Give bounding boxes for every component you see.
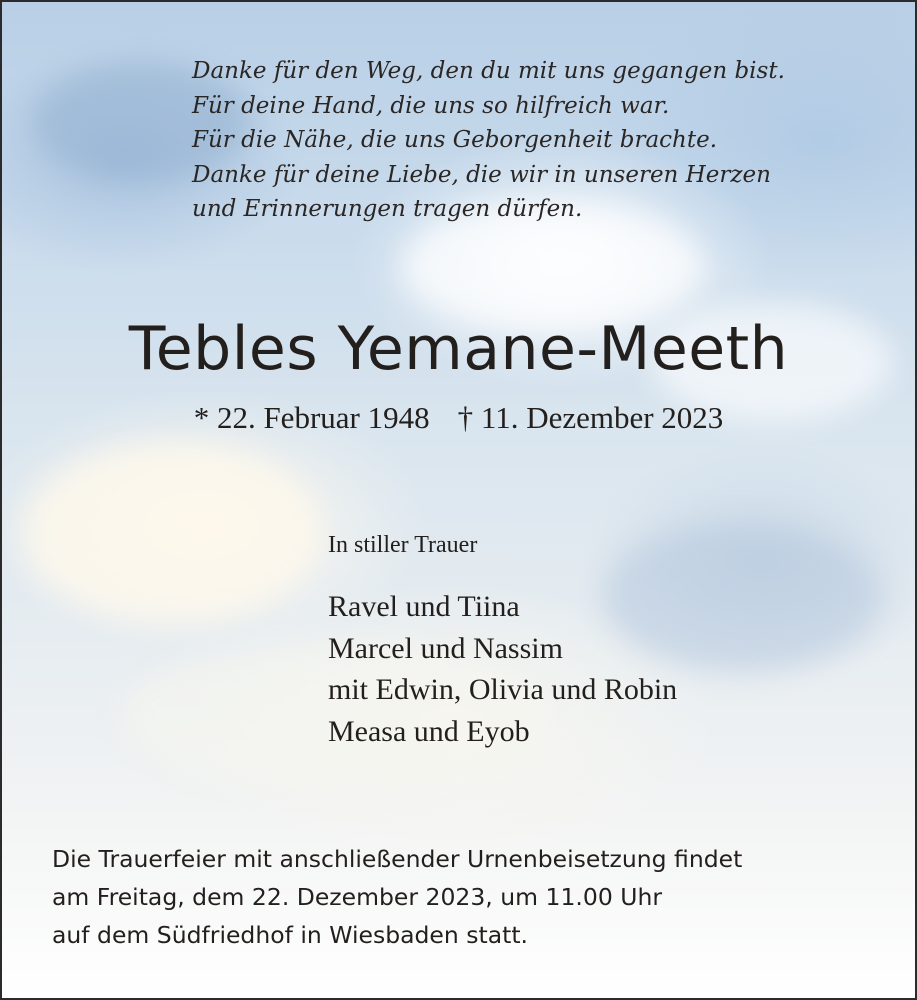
deceased-name: Tebles Yemane-Meeth: [128, 314, 789, 384]
mourning-intro: In stiller Trauer: [328, 532, 478, 558]
poem-line: Danke für den Weg, den du mit uns gegangen bist.: [192, 58, 785, 84]
mourner-entry: mit Edwin, Olivia und Robin: [328, 673, 678, 706]
mourner-entry: Marcel und Nassim: [328, 631, 563, 665]
funeral-line: auf dem Südfriedhof in Wiesbaden statt.: [52, 921, 529, 949]
life-dates: [2, 400, 915, 436]
poem-line: und Erinnerungen tragen dürfen.: [192, 196, 583, 222]
cloud-decoration: [22, 442, 322, 622]
mourner-entry: Measa und Eyob: [328, 714, 530, 748]
poem-line: Danke für deine Liebe, die wir in unseren Herzen: [192, 161, 771, 188]
funeral-announcement: [52, 840, 742, 954]
memorial-poem: [192, 54, 785, 227]
funeral-line: am Freitag, dem 22. Dezember 2023, um 11.00 Uhr: [52, 883, 663, 911]
mourner-entry: Ravel und Tiina: [328, 590, 520, 623]
death-date: † 11. Dezember 2023: [457, 400, 724, 435]
poem-line: Für deine Hand, die uns so hilfreich war.: [192, 92, 670, 119]
funeral-line: Die Trauerfeier mit anschließender Urnenbeisetzung findet: [52, 845, 743, 873]
mourners-list: [328, 586, 677, 752]
poem-line: Für die Nähe, die uns Geborgenheit brachte.: [192, 127, 718, 153]
birth-date: * 22. Februar 1948: [193, 400, 430, 435]
